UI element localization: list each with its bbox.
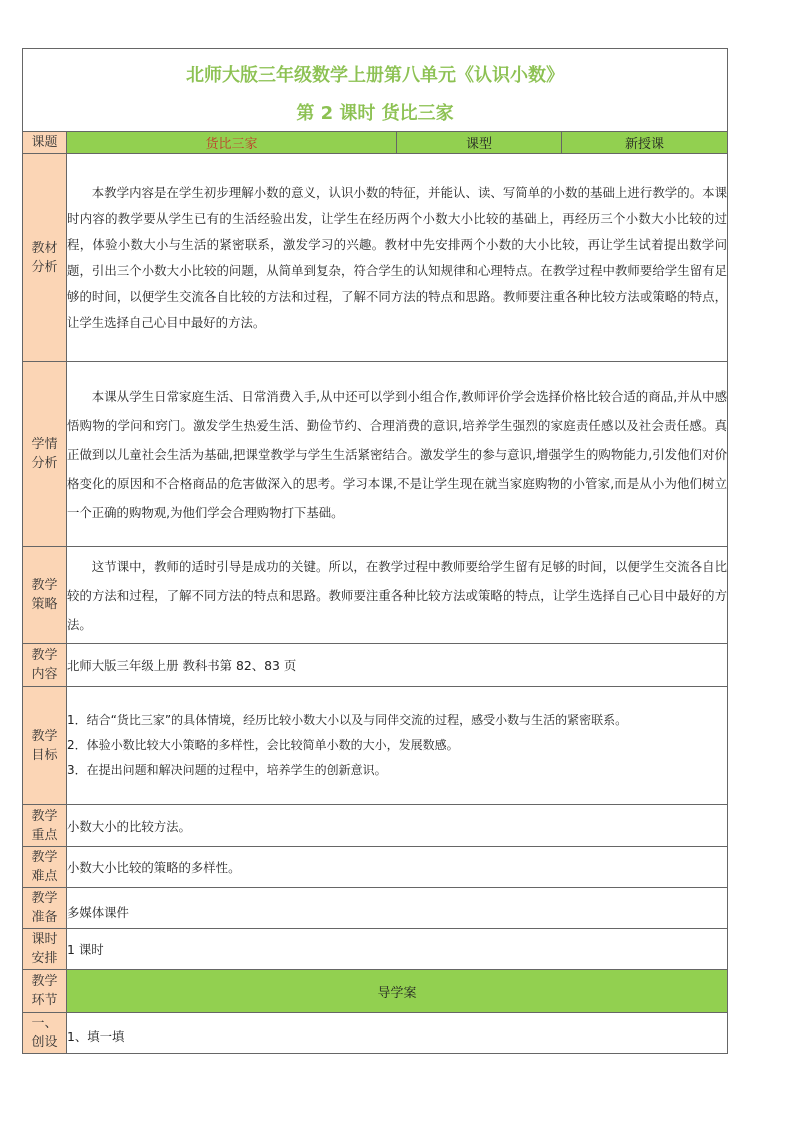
preparation-text: 多媒体课件 (67, 888, 728, 929)
textbook-analysis-row (23, 154, 728, 362)
goal-item-1: 1．结合“货比三家”的具体情境，经历比较小数大小以及与同伴交流的过程，感受小数与生活的紧密联系。 (67, 713, 628, 727)
lesson-plan-table (22, 48, 728, 1054)
teaching-strategy-label: 教学 策略 (23, 547, 67, 644)
preparation-label: 教学 准备 (23, 888, 67, 929)
difficulties-row (23, 847, 728, 888)
goal-item-3: 3．在提出问题和解决问题的过程中，培养学生的创新意识。 (67, 763, 387, 777)
schedule-row (23, 929, 728, 970)
learner-analysis-row (23, 362, 728, 547)
topic-row (23, 132, 728, 154)
textbook-analysis-label: 教材 分析 (23, 154, 67, 362)
topic-label: 课题 (23, 132, 67, 154)
intro-label: 一、 创设 (23, 1013, 67, 1054)
stages-header: 导学案 (67, 970, 728, 1013)
type-value: 新授课 (562, 132, 728, 154)
difficulties-label: 教学 难点 (23, 847, 67, 888)
lesson-plan-sheet (22, 48, 727, 1054)
page-title: 北师大版三年级数学上册第八单元《认识小数》 (186, 65, 564, 86)
stages-row (23, 970, 728, 1013)
topic-value: 货比三家 (67, 132, 397, 154)
lesson-subtitle: 第 2 课时 货比三家 (296, 103, 454, 124)
key-points-row (23, 805, 728, 847)
stages-label: 教学 环节 (23, 970, 67, 1013)
key-points-text: 小数大小的比较方法。 (67, 805, 728, 847)
teaching-goals-label: 教学 目标 (23, 687, 67, 805)
teaching-strategy-row (23, 547, 728, 644)
key-points-label: 教学 重点 (23, 805, 67, 847)
learner-analysis-text: 本课从学生日常家庭生活、日常消费入手,从中还可以学到小组合作,教师评价学会选择价格比较合适的商品,并从中感悟购物的学问和窍门。激发学生热爱生活、勤俭节约、合理消费的意识,培养学生强烈的家庭责任感以及社会责任感。真正做到以儿童社会生活为基础,把课堂教学与学生生活紧密结合。激发学生的参与意识,增强学生的购物能力,引发他们对价格变化的原因和不合格商品的危害做深入的思考。学习本课,不是让学生现在就当家庭购物的小管家,而是从小为他们树立一个正确的购物观,为他们学会合理购物打下基础。 (67, 362, 728, 547)
schedule-label: 课时 安排 (23, 929, 67, 970)
teaching-content-label: 教学 内容 (23, 644, 67, 687)
teaching-strategy-text: 这节课中，教师的适时引导是成功的关键。所以，在教学过程中教师要给学生留有足够的时间，以便学生交流各自比较的方法和过程，了解不同方法的特点和思路。教师要注重各种比较方法或策略的特点，让学生选择自己心目中最好的方法。 (67, 547, 728, 644)
difficulties-text: 小数大小比较的策略的多样性。 (67, 847, 728, 888)
teaching-goals-row (23, 687, 728, 805)
teaching-content-row (23, 644, 728, 687)
intro-text: 1、填一填 (67, 1013, 728, 1054)
title-cell (23, 49, 728, 132)
goal-item-2: 2．体验小数比较大小策略的多样性，会比较简单小数的大小，发展数感。 (67, 738, 459, 752)
intro-row (23, 1013, 728, 1054)
textbook-analysis-text: 本教学内容是在学生初步理解小数的意义，认识小数的特征，并能认、读、写简单的小数的基础上进行教学的。本课时内容的教学要从学生已有的生活经验出发，让学生在经历两个小数大小比较的基础上，再经历三个小数大小比较的过程，体验小数大小与生活的紧密联系，激发学习的兴趣。教材中先安排两个小数的大小比较，再让学生试着提出数学问题，引出三个小数大小比较的问题，从简单到复杂，符合学生的认知规律和心理特点。在教学过程中教师要给学生留有足够的时间，以便学生交流各自比较的方法和过程，了解不同方法的特点和思路。教师要注重各种比较方法或策略的特点，让学生选择自己心目中最好的方法。 (67, 154, 728, 362)
learner-analysis-label: 学情 分析 (23, 362, 67, 547)
teaching-goals-list (67, 687, 728, 805)
schedule-text: 1 课时 (67, 929, 728, 970)
preparation-row (23, 888, 728, 929)
title-row (23, 49, 728, 132)
teaching-content-text: 北师大版三年级上册 教科书第 82、83 页 (67, 644, 728, 687)
type-label: 课型 (397, 132, 562, 154)
